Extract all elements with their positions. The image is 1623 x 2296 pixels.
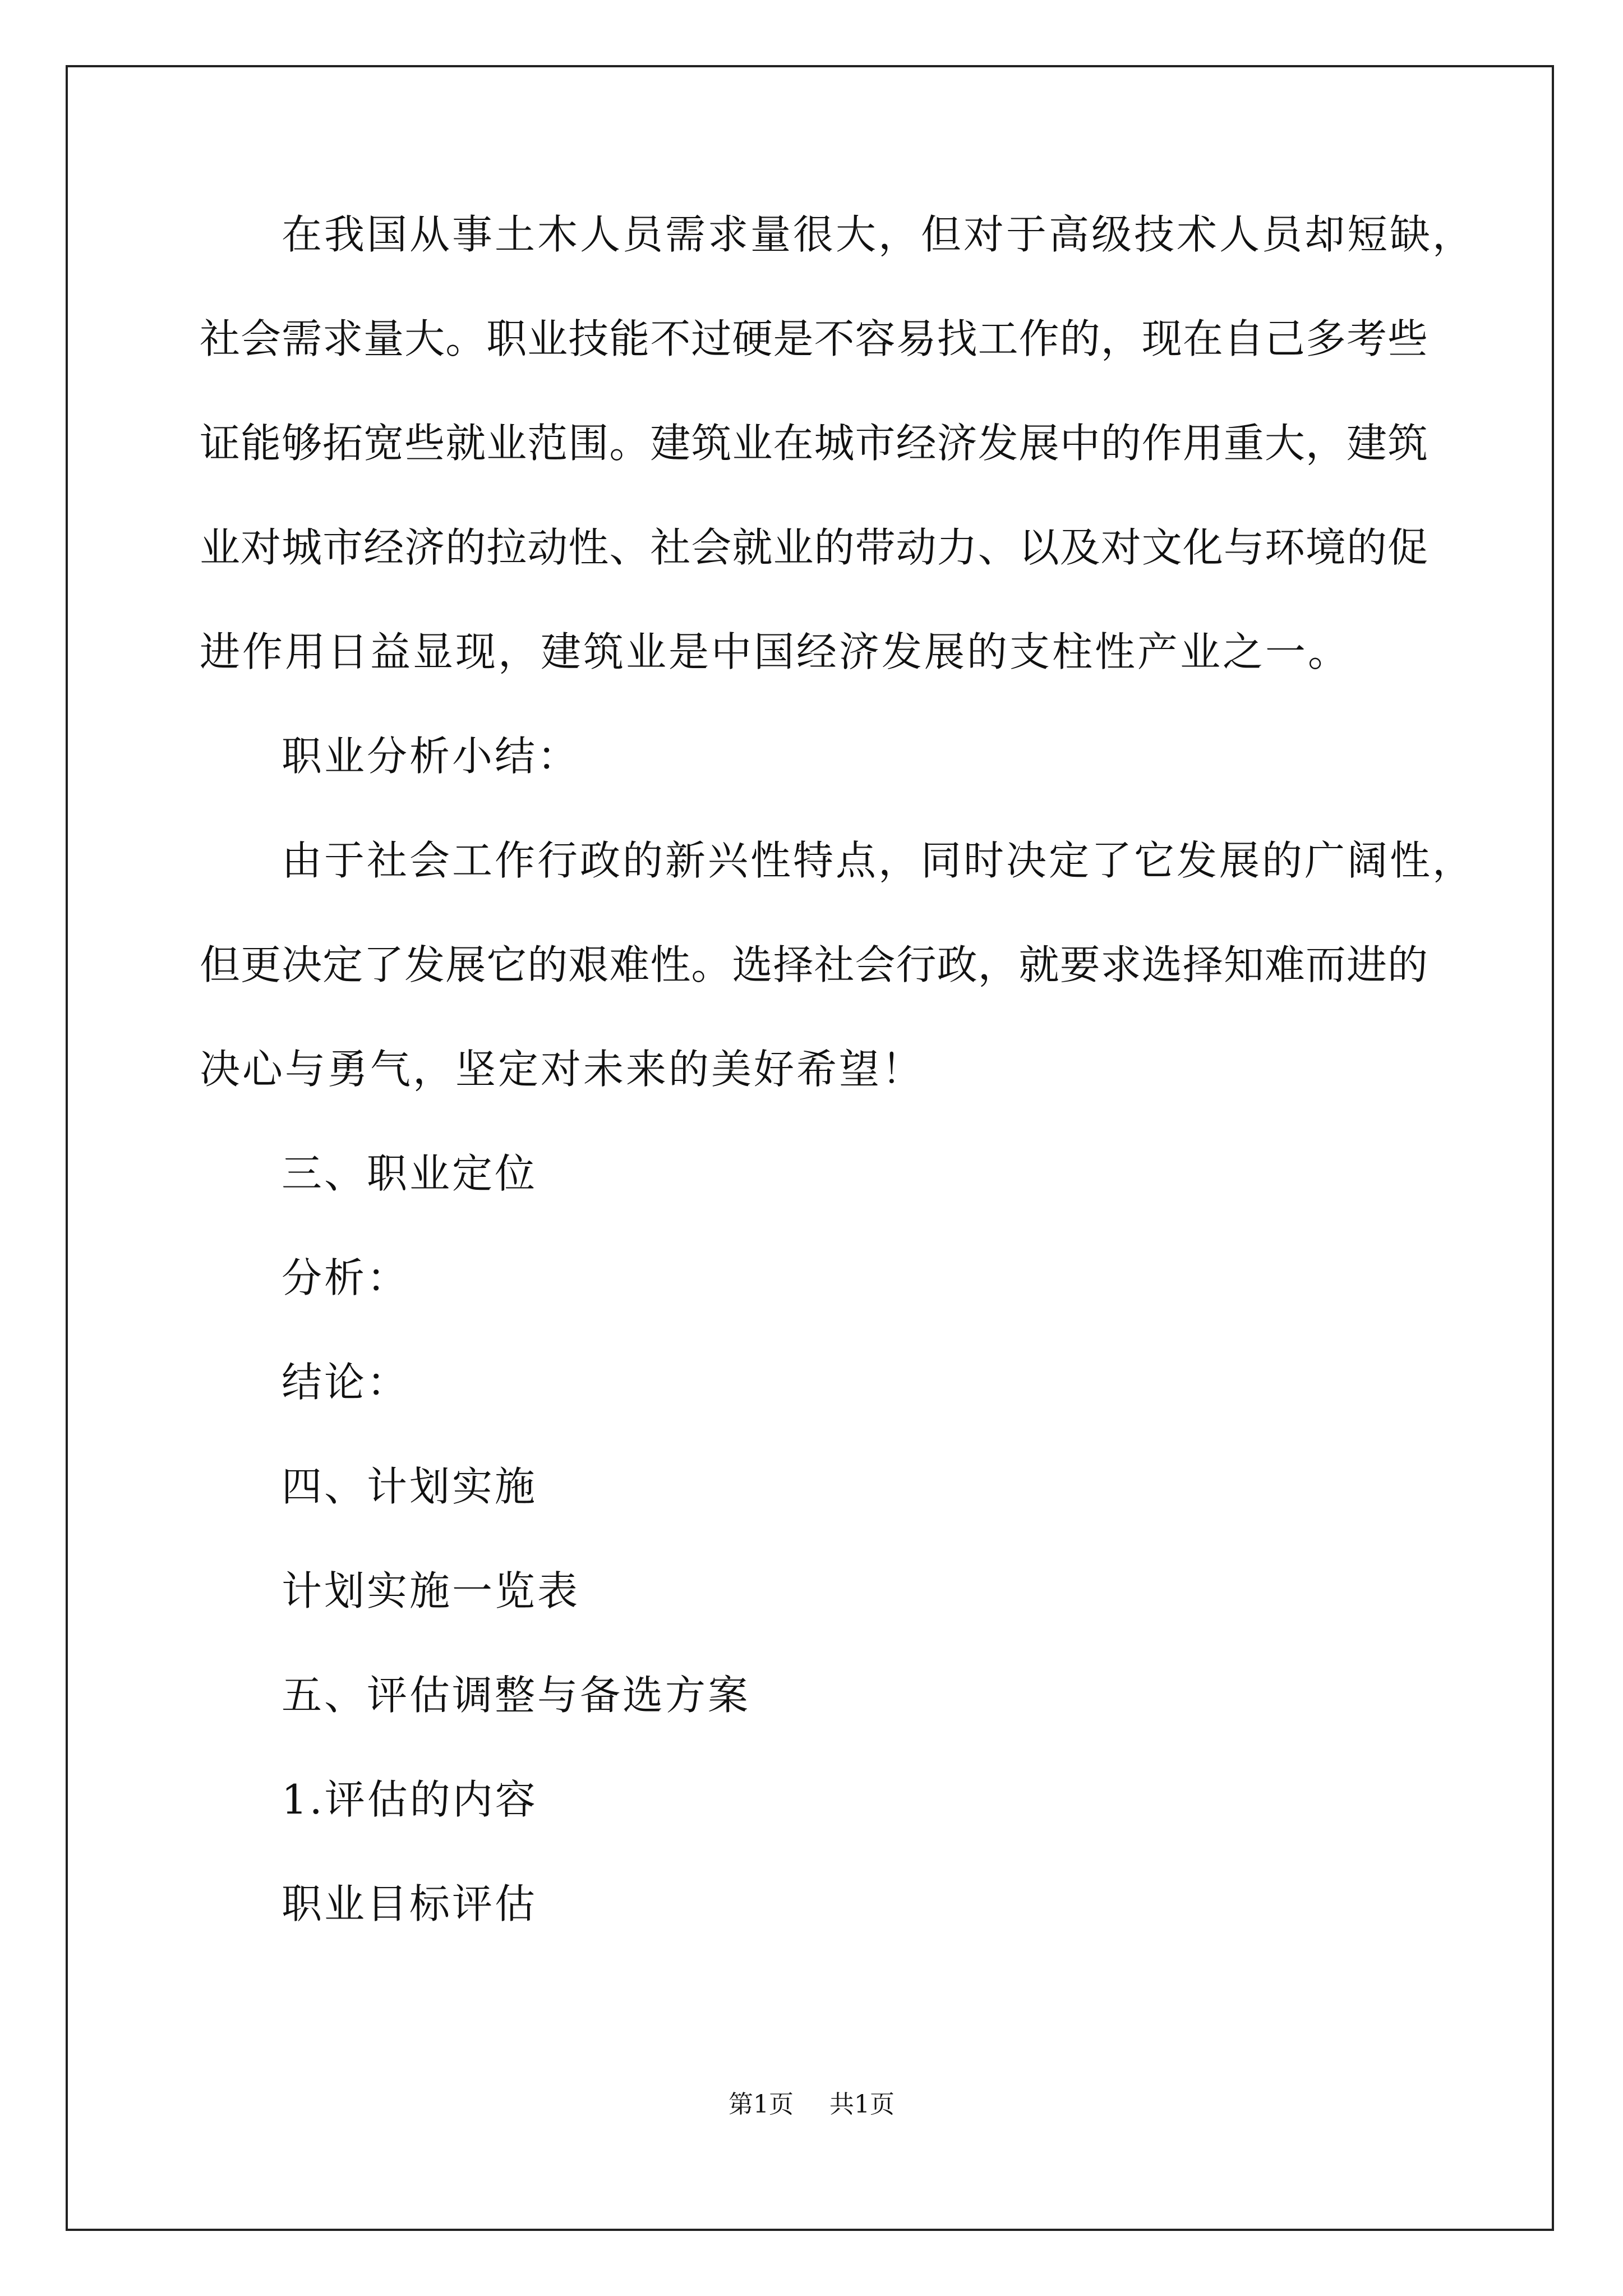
section-4-heading: 四、计划实施: [282, 1463, 538, 1510]
conclusion-label: 结论：: [282, 1359, 410, 1406]
paragraph-1-line-4: 业对城市经济的拉动性、社会就业的带动力、以及对文化与环境的促: [200, 524, 1428, 571]
plan-table-label: 计划实施一览表: [282, 1567, 580, 1614]
paragraph-2-line-2: 但更决定了发展它的艰难性。选择社会行政，就要求选择知难而进的: [200, 941, 1428, 988]
paragraph-2-line-1: 由于社会工作行政的新兴性特点，同时决定了它发展的广阔性，: [282, 837, 1476, 884]
evaluation-content-heading: 1.评估的内容: [282, 1776, 538, 1823]
section-5-heading: 五、评估调整与备选方案: [282, 1672, 751, 1719]
page-number-current: 第1页: [728, 2090, 794, 2119]
analysis-label: 分析：: [282, 1254, 410, 1301]
paragraph-1-line-3: 证能够拓宽些就业范围。建筑业在城市经济发展中的作用重大，建筑: [200, 420, 1428, 467]
career-goal-evaluation: 职业目标评估: [282, 1880, 538, 1927]
page-footer: [0, 2088, 1623, 2122]
paragraph-1-line-5: 进作用日益显现，建筑业是中国经济发展的支柱性产业之一。: [200, 628, 1351, 675]
page-number-total: 共1页: [829, 2090, 895, 2119]
paragraph-1-line-2: 社会需求量大。职业技能不过硬是不容易找工作的，现在自己多考些: [200, 315, 1428, 362]
section-3-heading: 三、职业定位: [282, 1150, 538, 1197]
paragraph-2-line-3: 决心与勇气，坚定对未来的美好希望！: [200, 1046, 925, 1093]
paragraph-1-line-1: 在我国从事土木人员需求量很大，但对于高级技术人员却短缺，: [282, 211, 1476, 258]
summary-heading: 职业分析小结：: [282, 733, 580, 780]
